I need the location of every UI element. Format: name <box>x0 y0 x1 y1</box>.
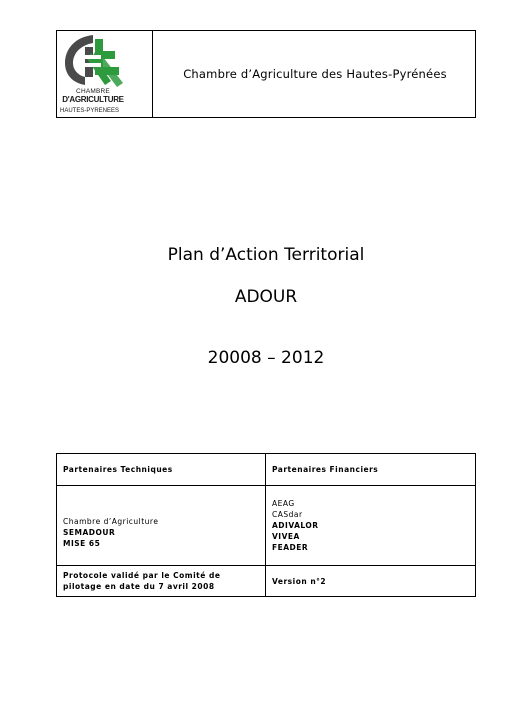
list-item: FEADER <box>272 543 309 552</box>
validation-note: Protocole validé par le Comité de pilotage en date du 7 avril 2008 <box>57 566 266 597</box>
table-footer-row <box>57 566 476 597</box>
technical-partners <box>57 486 266 566</box>
header-technical: Partenaires Techniques <box>57 454 266 486</box>
list-item: ADIVALOR <box>272 521 319 530</box>
logo <box>57 31 153 117</box>
organization-name: Chambre d’Agriculture des Hautes-Pyrénées <box>183 67 447 81</box>
document-header <box>56 30 476 118</box>
version-label: Version n°2 <box>266 566 476 597</box>
financial-partners <box>266 486 476 566</box>
header-financial: Partenaires Financiers <box>266 454 476 486</box>
logo-text-line2: D'AGRICULTURE <box>62 95 124 104</box>
partners-row <box>57 486 476 566</box>
list-item: Chambre d’Agriculture <box>63 517 159 526</box>
partners-table <box>56 453 476 597</box>
logo-text-line1: CHAMBRE <box>76 88 110 95</box>
list-item: AEAG <box>272 499 295 508</box>
list-item: CASdar <box>272 510 303 519</box>
document-period: 20008 – 2012 <box>207 348 325 368</box>
list-item: VIVEA <box>272 532 300 541</box>
document-title: Plan d’Action Territorial <box>167 245 365 265</box>
document-subtitle: ADOUR <box>234 287 298 307</box>
list-item: MISE 65 <box>63 539 101 548</box>
list-item: SEMADOUR <box>63 528 116 537</box>
chamber-logo-icon <box>61 33 127 89</box>
table-header-row <box>57 454 476 486</box>
logo-text-line3: HAUTES-PYRENEES <box>60 108 120 114</box>
